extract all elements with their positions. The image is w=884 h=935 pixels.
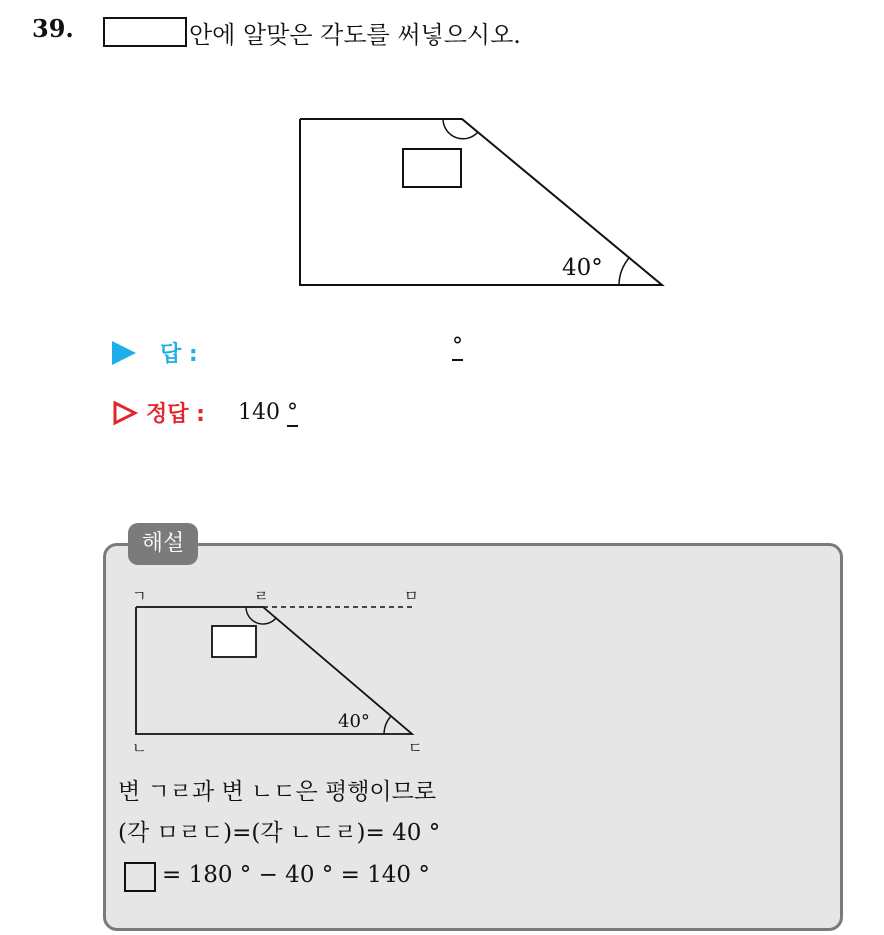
trapezoid-outline bbox=[300, 119, 662, 285]
explanation-tag: 해설 bbox=[128, 523, 198, 565]
explanation-answer-box bbox=[212, 626, 256, 657]
correct-label: 정답 : bbox=[146, 402, 205, 427]
explanation-trapezoid bbox=[136, 607, 412, 734]
answer-box bbox=[403, 149, 461, 187]
explanation-line-2: (각 ㅁㄹㄷ)=(각 ㄴㄷㄹ)= 40 ° bbox=[118, 820, 441, 846]
correct-value: 140 bbox=[238, 400, 280, 425]
explanation-bottom-arc bbox=[384, 716, 391, 734]
explanation-blank-box bbox=[124, 862, 156, 892]
answer-row bbox=[112, 337, 198, 368]
explanation-top-arc bbox=[246, 607, 276, 624]
vertex-r: ㄹ bbox=[254, 587, 269, 605]
vertex-g: ㄱ bbox=[132, 587, 147, 605]
explanation-line-1: 변 ㄱㄹ과 변 ㄴㄷ은 평행이므로 bbox=[118, 779, 437, 805]
vertex-n: ㄴ bbox=[132, 739, 147, 757]
vertex-m: ㅁ bbox=[404, 587, 419, 605]
answer-label: 답 : bbox=[160, 342, 198, 367]
question-number: 39. bbox=[32, 14, 74, 43]
explanation-line-3: = 180 ° − 40 ° = 140 ° bbox=[162, 862, 430, 888]
play-arrow-icon bbox=[112, 341, 136, 365]
vertex-d: ㄷ bbox=[408, 739, 423, 757]
explanation-figure bbox=[120, 582, 440, 758]
correct-row bbox=[112, 397, 205, 428]
explanation-angle-label: 40° bbox=[338, 711, 370, 732]
angle-label: 40° bbox=[562, 255, 603, 281]
trapezoid-figure bbox=[296, 115, 668, 290]
bottom-angle-arc bbox=[619, 258, 629, 285]
blank-box bbox=[103, 17, 187, 47]
correct-unit: ° bbox=[287, 400, 298, 425]
answer-unit: ° bbox=[452, 334, 463, 359]
correct-value-row bbox=[238, 400, 298, 425]
outline-arrow-icon bbox=[112, 400, 138, 426]
question-text: 안에 알맞은 각도를 써넣으시오. bbox=[189, 21, 521, 49]
